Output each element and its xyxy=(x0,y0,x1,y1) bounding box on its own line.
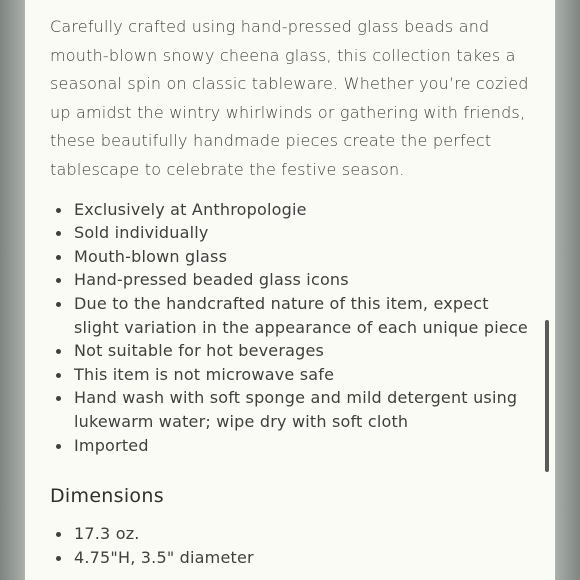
feature-item: Imported xyxy=(50,434,530,458)
product-details-panel[interactable] xyxy=(25,0,555,580)
dimension-item: 17.3 oz. xyxy=(50,522,530,546)
dimension-item: 4.75"H, 3.5" diameter xyxy=(50,546,530,570)
feature-item: Due to the handcrafted nature of this item, expect slight variation in the appearance of each unique piece xyxy=(50,292,530,339)
feature-item: Hand-pressed beaded glass icons xyxy=(50,268,530,292)
product-details-content xyxy=(50,13,530,569)
feature-item: Exclusively at Anthropologie xyxy=(50,198,530,222)
feature-item: Hand wash with soft sponge and mild detergent using lukewarm water; wipe dry with soft cloth xyxy=(50,386,530,433)
product-description: Carefully crafted using hand-pressed glass beads and mouth-blown snowy cheena glass, this collection takes a seasonal spin on classic tableware. Whether you’re cozied up amidst the wintry whirlwinds or gathering with friends, these beautifully handmade pieces create the perfect tablescape to celebrate the festive season. xyxy=(50,17,529,179)
dimensions-heading: Dimensions xyxy=(50,485,164,508)
scrollbar-thumb[interactable] xyxy=(545,320,549,472)
dimensions-list xyxy=(50,522,530,569)
feature-item: Mouth-blown glass xyxy=(50,245,530,269)
feature-item: Not suitable for hot beverages xyxy=(50,339,530,363)
feature-item: Sold individually xyxy=(50,221,530,245)
feature-list xyxy=(50,198,530,458)
feature-item: This item is not microwave safe xyxy=(50,363,530,387)
